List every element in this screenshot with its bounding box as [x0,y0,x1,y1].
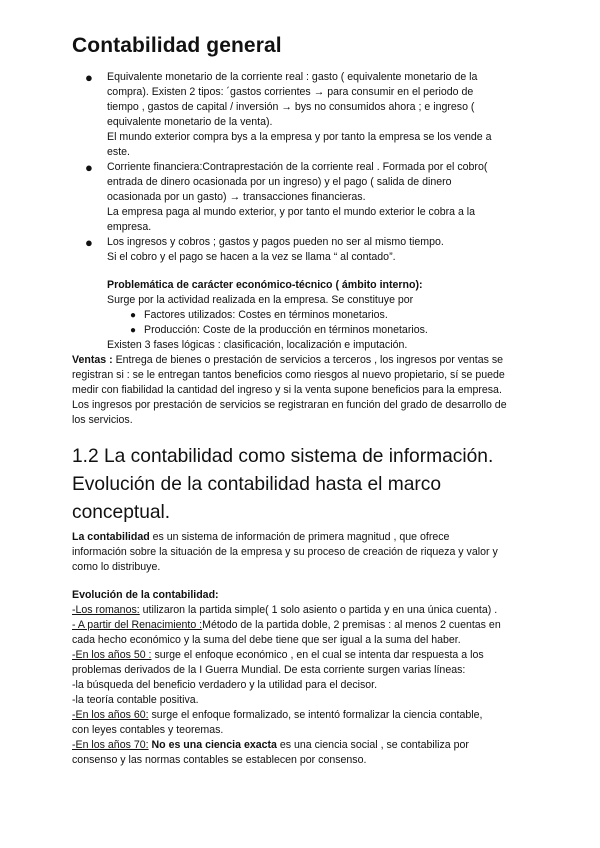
paragraph-line: Surge por la actividad realizada en la empresa. Se constituye por [107,294,414,306]
sub-list-item: Producción: Coste de la producción en términos monetarios. [144,324,428,336]
ventas-line [72,353,503,368]
paragraph-line: El mundo exterior compra bys a la empresa y por tanto la empresa se los vende a [107,131,492,143]
contabilidad-def-line [72,530,449,545]
evolucion-label: -Los romanos: [72,604,140,616]
paragraph-line: Los ingresos por prestación de servicios se registraran en función del grado de desarrollo de [72,399,507,411]
evolucion-item [72,618,501,633]
evolucion-text: problemas derivados de la I Guerra Mundial. De esta corriente surgen varias líneas: [72,664,466,676]
paragraph-line: Existen 3 fases lógicas : clasificación, localización e imputación. [107,339,408,351]
evolucion-item [72,723,223,738]
evolucion-item [72,678,377,693]
paragraph-line: Corriente financiera:Contraprestación de la corriente real . Formada por el cobro( [107,161,488,173]
evolucion-bold: No es una ciencia exacta [148,739,277,751]
evolucion-item [72,603,497,618]
paragraph-line: tiempo , gastos de capital / inversión → bys no consumidos ahora ; e ingreso ( [107,101,475,113]
page-title: Contabilidad general [72,34,282,57]
contabilidad-text: es un sistema de información de primera magnitud , que ofrece [149,531,450,543]
bullet-dot: ● [85,235,93,250]
evolucion-label: -En los años 60: [72,709,149,721]
evolucion-heading: Evolución de la contabilidad: [72,589,219,601]
contabilidad-label: La contabilidad [72,531,150,543]
evolucion-text: surge el enfoque formalizado, se intentó formalizar la ciencia contable, [148,709,483,721]
ventas-text: Entrega de bienes o prestación de servicios a terceros , los ingresos por ventas se [112,354,504,366]
evolucion-item [72,693,199,708]
section-heading: 1.2 La contabilidad como sistema de información. [72,446,494,467]
paragraph-line: equivalente monetario de la venta). [107,116,273,128]
paragraph-line: Los ingresos y cobros ; gastos y pagos pueden no ser al mismo tiempo. [107,236,444,248]
evolucion-text: Método de la partida doble, 2 premisas : al menos 2 cuentas en [202,619,501,631]
evolucion-text: -la teoría contable positiva. [72,694,199,706]
paragraph-line: compra). Existen 2 tipos: ´gastos corrientes → para consumir en el periodo de [107,86,474,98]
evolucion-item [72,708,482,723]
evolucion-text: utilizaron la partida simple( 1 solo asiento o partida y en una única cuenta) . [139,604,498,616]
paragraph-line: registran si : se le entregan tantos beneficios como riesgos al nuevo propietario, sí se puede [72,369,505,381]
evolucion-text: es una ciencia social , se contabiliza por [276,739,469,751]
sub-list-item: Factores utilizados: Costes en términos monetarios. [144,309,388,321]
paragraph-line: empresa. [107,221,152,233]
paragraph-line: Equivalente monetario de la corriente real : gasto ( equivalente monetario de la [107,71,478,83]
section-heading: conceptual. [72,502,171,523]
paragraph-line: información sobre la situación de la empresa y su proceso de creación de riqueza y valor y [72,546,498,558]
evolucion-text: -la búsqueda del beneficio verdadero y la utilidad para el decisor. [72,679,378,691]
evolucion-label: -En los años 50 : [72,649,152,661]
evolucion-label: - A partir del Renacimiento : [72,619,203,631]
paragraph-line: Si el cobro y el pago se hacen a la vez se llama “ al contado”. [107,251,396,263]
paragraph-line: este. [107,146,130,158]
evolucion-item [72,633,461,648]
paragraph-line: La empresa paga al mundo exterior, y por tanto el mundo exterior le cobra a la [107,206,476,218]
evolucion-text: con leyes contables y teoremas. [72,724,224,736]
evolucion-item [72,663,465,678]
bullet-dot: ● [130,325,137,336]
evolucion-text: surge el enfoque económico , en el cual se intenta dar respuesta a los [151,649,484,661]
evolucion-item [72,738,469,753]
paragraph-line: medir con fiabilidad la cantidad del ingreso y si la venta supone beneficios para la empresa. [72,384,502,396]
evolucion-label: -En los años 70: [72,739,149,751]
paragraph-line: como lo distribuye. [72,561,161,573]
evolucion-item [72,648,484,663]
section-heading: Evolución de la contabilidad hasta el marco [72,474,442,495]
problematica-heading: Problemática de carácter económico-técnico ( ámbito interno): [107,279,423,291]
paragraph-line: entrada de dinero ocasionada por un ingreso) y el pago ( salida de dinero [107,176,452,188]
paragraph-line: los servicios. [72,414,133,426]
ventas-label: Ventas : [72,354,113,366]
paragraph-line: consenso y las normas contables se establecen por consenso. [72,754,367,766]
bullet-dot: ● [130,310,137,321]
paragraph-line: ocasionada por un gasto) → transacciones financieras. [107,191,366,203]
bullet-dot: ● [85,70,93,85]
bullet-dot: ● [85,160,93,175]
evolucion-text: cada hecho económico y la suma del debe tiene que ser igual a la suma del haber. [72,634,461,646]
